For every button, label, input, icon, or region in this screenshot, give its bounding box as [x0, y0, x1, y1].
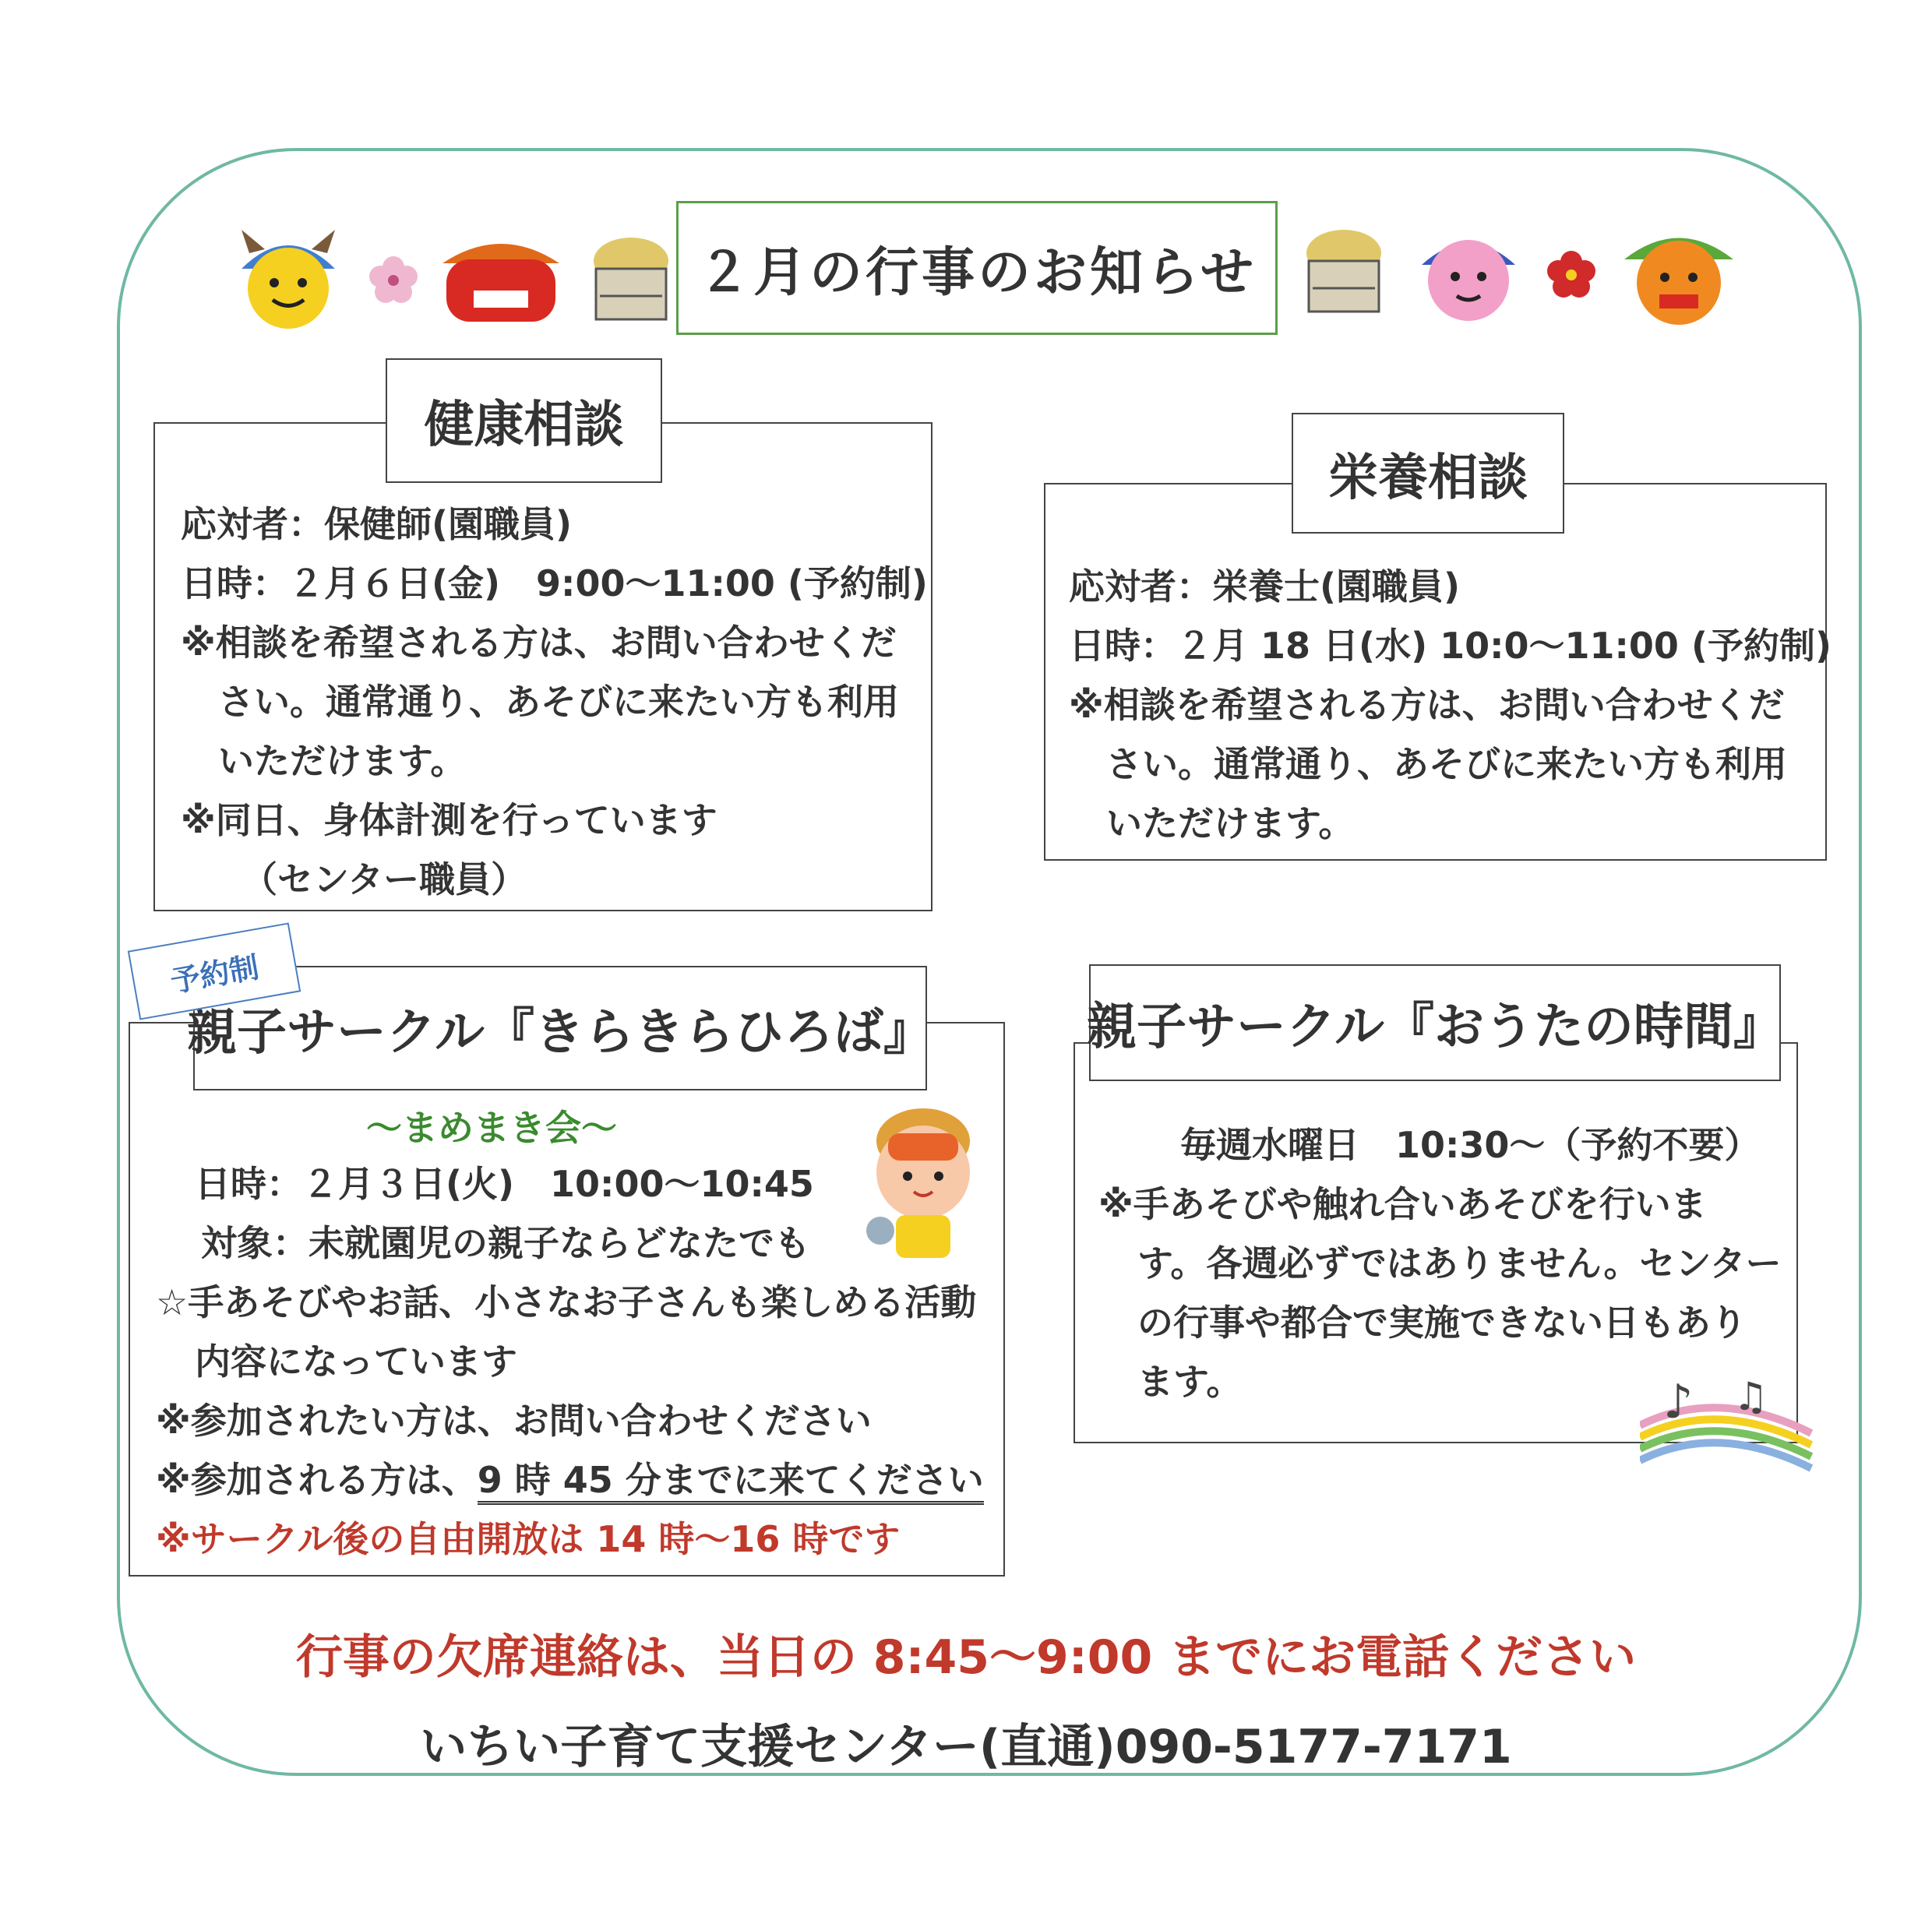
child-oni-illustration [845, 1098, 1001, 1270]
contact-info: いちい子育て支援センター(直通)090-5177-7171 [420, 1720, 1512, 1774]
outa-line: ます。 [1137, 1361, 1243, 1403]
kirakira-title: 親子サークル『きらきらひろば』 [193, 966, 927, 1090]
kirakira-line [156, 1450, 984, 1510]
kirakira-arrival-time: 9 時 45 分までに来てください [478, 1459, 984, 1505]
outa-line: の行事や都合で実施できない日もあり [1137, 1302, 1747, 1344]
svg-text:♪: ♪ [1663, 1375, 1694, 1429]
kirakira-line: 対象：未就園児の親子ならどなたでも [201, 1222, 810, 1264]
absence-notice: 行事の欠席連絡は、当日の 8:45～9:00 までにお電話ください [295, 1630, 1637, 1685]
eiyo-line: ※相談を希望される方は、お問い合わせくだ [1069, 684, 1785, 726]
eiyo-line: 応対者：栄養士(園職員) [1069, 565, 1461, 608]
outa-line: 毎週水曜日 10:30～（予約不要） [1180, 1124, 1761, 1166]
kenko-line: 日時：２月６日(金) 9:00～11:00 (予約制) [181, 562, 928, 604]
blue-oni-illustration [218, 222, 358, 331]
kirakira-line: 内容になっています [195, 1341, 517, 1383]
bean-box-icon [588, 234, 674, 327]
kirakira-subtitle: ～まめまき会～ [366, 1107, 617, 1149]
music-rainbow-icon [1640, 1355, 1819, 1472]
red-flower-icon [1544, 248, 1599, 302]
kirakira-line: ☆手あそびやお話、小さなお子さんも楽しめる活動 [156, 1281, 977, 1323]
eiyo-title: 栄養相談 [1292, 413, 1564, 534]
outa-title: 親子サークル『おうたの時間』 [1089, 964, 1781, 1081]
kenko-line: いただけます。 [218, 740, 467, 782]
outa-line: ※手あそびや触れ合いあそびを行いま [1098, 1183, 1707, 1225]
kirakira-line: 日時：２月３日(火) 10:00～10:45 [195, 1163, 814, 1205]
kirakira-line-prefix: ※参加される方は、 [156, 1459, 478, 1501]
kirakira-free-time: ※サークル後の自由開放は 14 時～16 時です [156, 1518, 901, 1560]
svg-text:♫: ♫ [1733, 1374, 1768, 1419]
kenko-line: ※相談を希望される方は、お問い合わせくだ [181, 622, 897, 664]
eiyo-line: 日時：２月 18 日(水) 10:0～11:00 (予約制) [1069, 625, 1832, 667]
kenko-line: ※同日、身体計測を行っています [181, 799, 717, 841]
bean-box-icon-right [1297, 226, 1391, 319]
kenko-title: 健康相談 [386, 358, 662, 483]
pink-oni-illustration [1402, 222, 1535, 323]
kenko-line: 応対者：保健師(園職員) [181, 503, 573, 545]
outa-line: す。各週必ずではありません。センター [1137, 1242, 1782, 1284]
kenko-line: さい。通常通り、あそびに来たい方も利用 [218, 681, 899, 723]
kirakira-line: ※参加されたい方は、お問い合わせください [156, 1400, 872, 1442]
eiyo-line: いただけます。 [1106, 802, 1355, 844]
orange-oni-illustration [1609, 217, 1749, 326]
pink-flower-icon [366, 253, 421, 308]
reservation-badge: 予約制 [128, 922, 301, 1020]
red-oni-illustration [427, 224, 575, 326]
page-title: ２月の行事のお知らせ [676, 201, 1278, 335]
kenko-line: （センター職員） [242, 858, 527, 900]
eiyo-line: さい。通常通り、あそびに来たい方も利用 [1106, 743, 1787, 785]
